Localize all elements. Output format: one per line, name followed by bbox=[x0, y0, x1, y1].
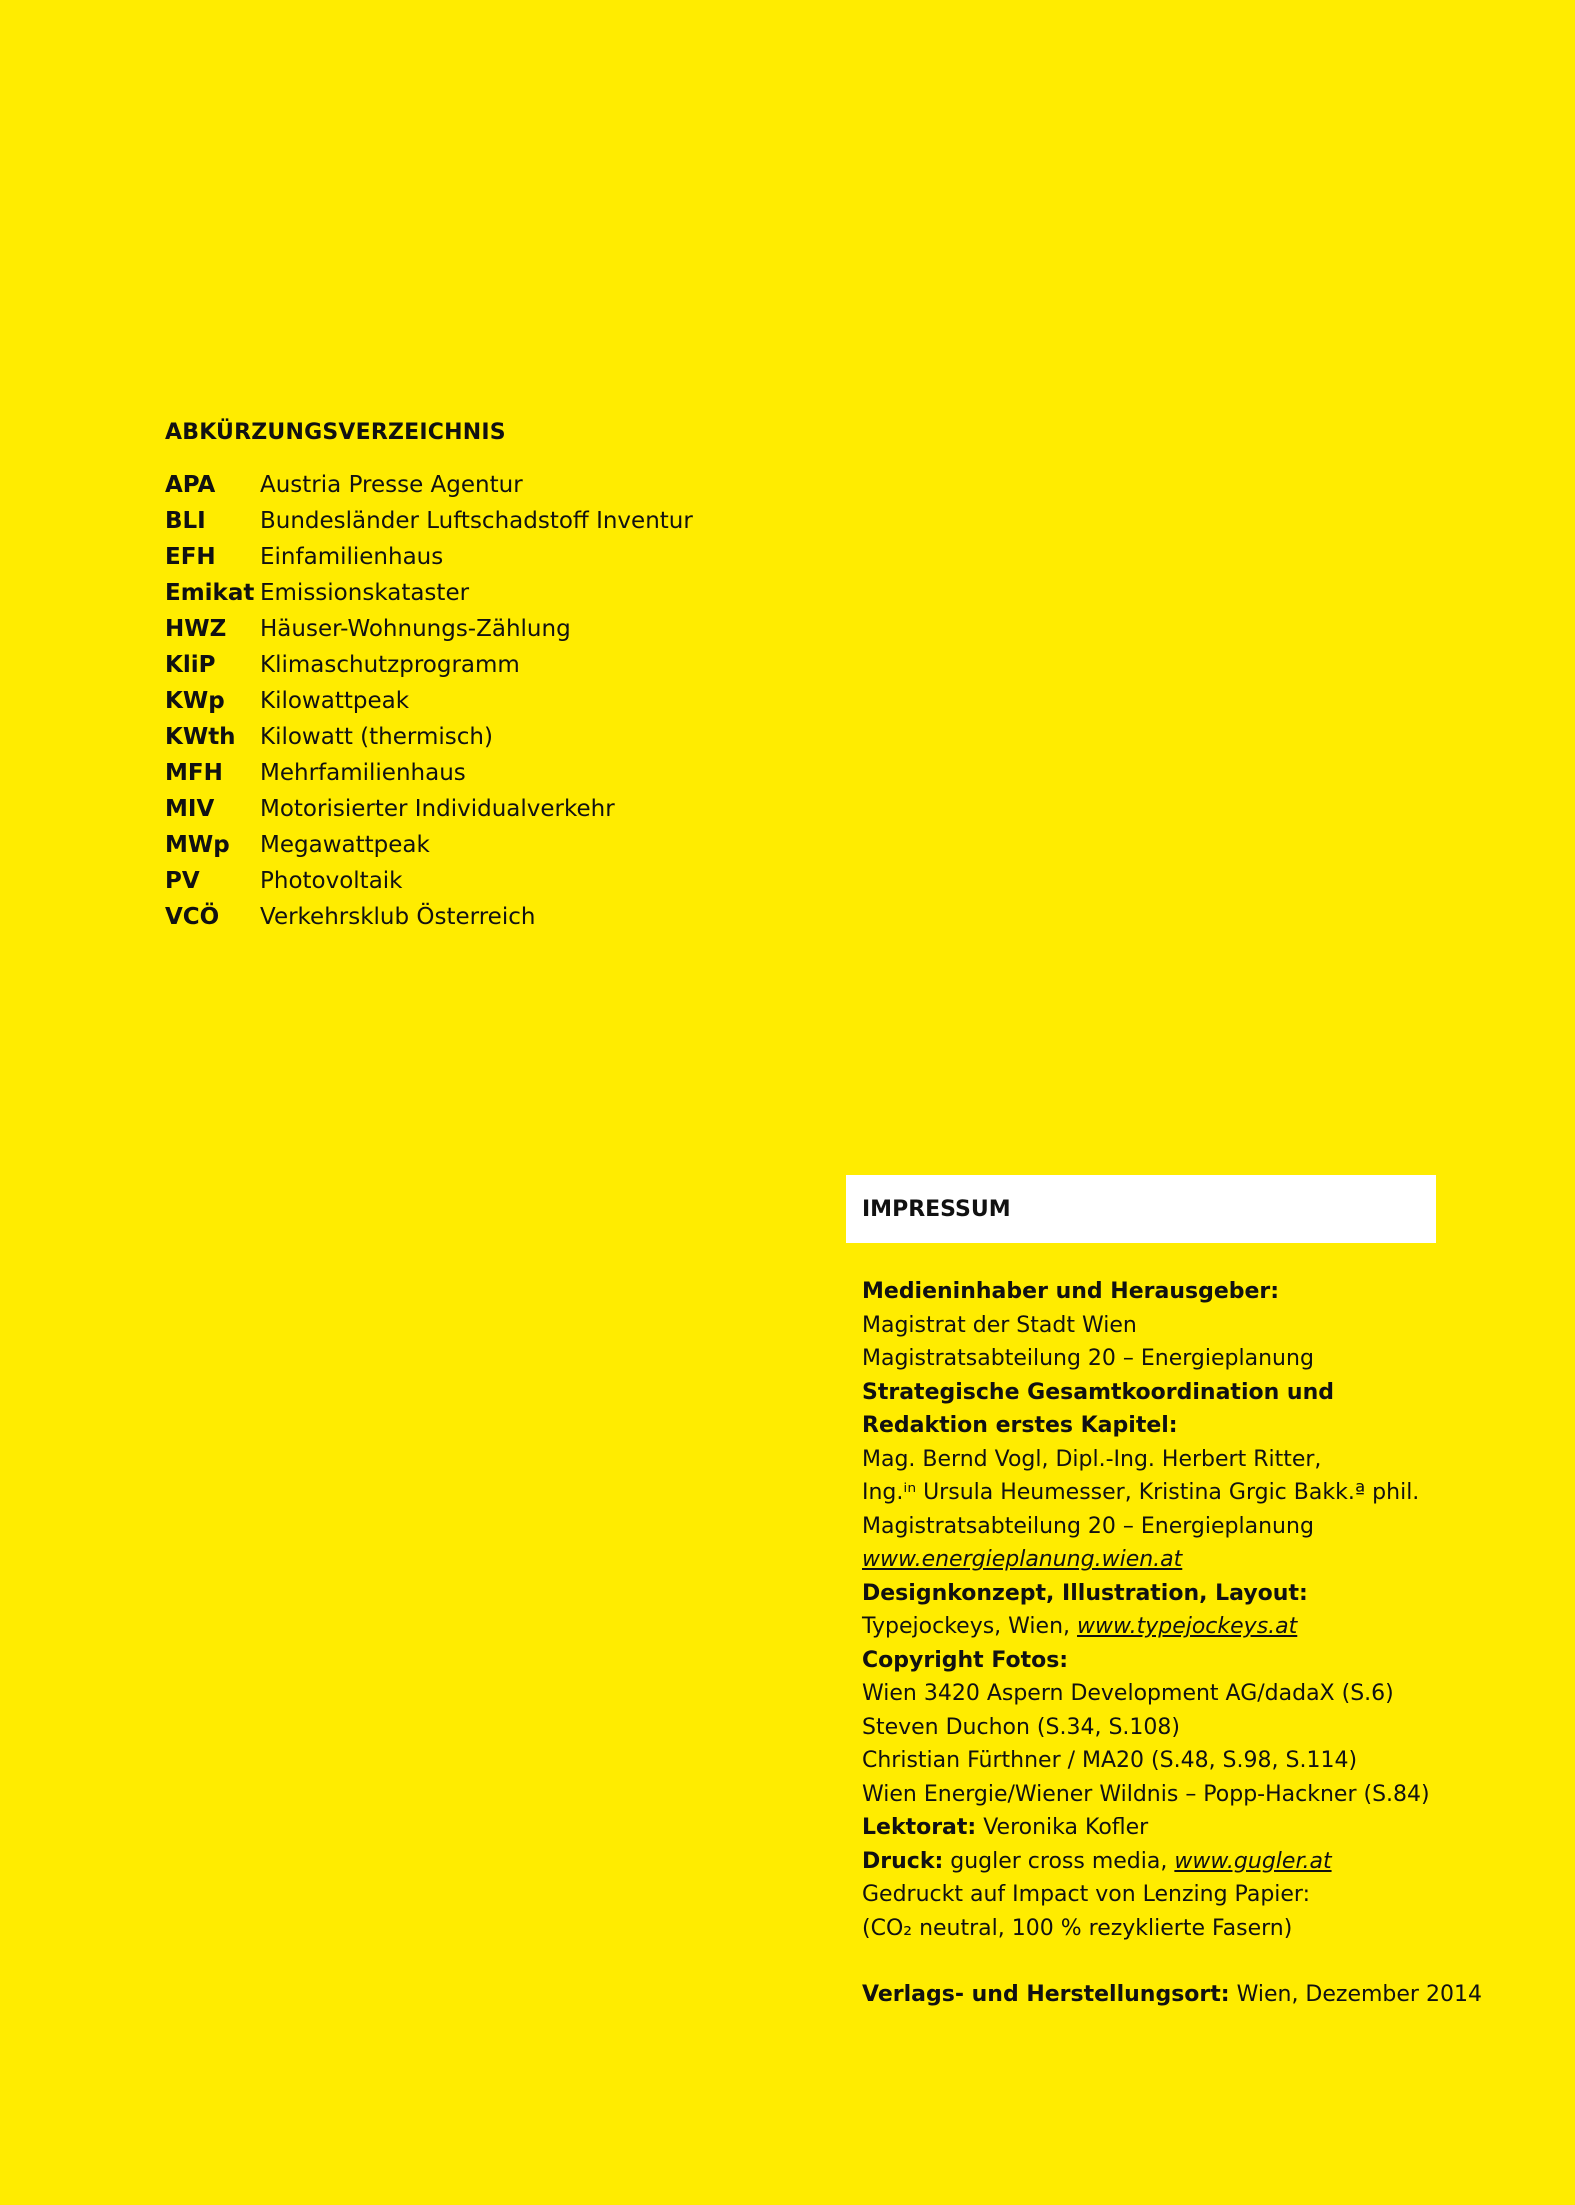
abbreviation-value: Emissionskataster bbox=[260, 580, 470, 606]
abbreviation-row bbox=[165, 899, 693, 935]
abbreviation-value: Megawattpeak bbox=[260, 832, 430, 858]
photo-credit: Wien 3420 Aspern Development AG/dadaX (S.6) bbox=[862, 1681, 1394, 1706]
abbreviation-row bbox=[165, 575, 693, 611]
design-line bbox=[862, 1610, 1436, 1644]
abbreviation-row bbox=[165, 863, 693, 899]
photo-credit: Steven Duchon (S.34, S.108) bbox=[862, 1714, 1180, 1740]
druck-line bbox=[862, 1845, 1436, 1879]
publisher-line: Magistratsabteilung 20 – Energieplanung bbox=[862, 1346, 1314, 1371]
lektorat-text: Veronika Kofler bbox=[976, 1815, 1149, 1840]
abbreviation-key: Emikat bbox=[165, 580, 255, 606]
lektorat-line bbox=[862, 1811, 1436, 1845]
abbreviation-key: KWp bbox=[165, 688, 225, 714]
druck-text: gugler cross media, bbox=[943, 1848, 1175, 1874]
abbreviation-row bbox=[165, 683, 693, 719]
abbreviation-row bbox=[165, 539, 693, 575]
abbreviation-row bbox=[165, 611, 693, 647]
abbreviation-title: ABKÜRZUNGSVERZEICHNIS bbox=[165, 420, 506, 445]
coordination-label: Strategische Gesamtkoordination und bbox=[862, 1379, 1335, 1405]
abbreviation-value: Kilowatt (thermisch) bbox=[260, 724, 493, 750]
abbreviation-row bbox=[165, 719, 693, 755]
abbreviation-value: Mehrfamilienhaus bbox=[260, 760, 466, 786]
paper-line: Gedruckt auf Impact von Lenzing Papier: bbox=[862, 1882, 1311, 1907]
abbreviation-value: Motorisierter Individualverkehr bbox=[260, 796, 615, 822]
abbreviation-value: Verkehrsklub Österreich bbox=[260, 904, 536, 930]
abbreviation-list bbox=[165, 420, 693, 935]
abbreviation-row bbox=[165, 467, 693, 503]
abbreviation-rows bbox=[165, 467, 693, 935]
abbreviation-row bbox=[165, 755, 693, 791]
coordination-line: Mag. Bernd Vogl, Dipl.-Ing. Herbert Ritter, bbox=[862, 1446, 1322, 1472]
abbreviation-row bbox=[165, 647, 693, 683]
impressum-title: IMPRESSUM bbox=[846, 1175, 1436, 1243]
impressum-body bbox=[846, 1275, 1482, 2012]
place-text: Wien, Dezember 2014 bbox=[1229, 1982, 1482, 2007]
photo-credit: Wien Energie/Wiener Wildnis – Popp-Hackner (S.84) bbox=[862, 1781, 1430, 1807]
abbreviation-key: KliP bbox=[165, 652, 216, 678]
abbreviation-key: MWp bbox=[165, 832, 230, 858]
abbreviation-value: Photovoltaik bbox=[260, 868, 403, 894]
abbreviation-value: Bundesländer Luftschadstoff Inventur bbox=[260, 508, 693, 534]
coordination-line: Magistratsabteilung 20 – Energieplanung bbox=[862, 1513, 1314, 1539]
abbreviation-row bbox=[165, 503, 693, 539]
typejockeys-link[interactable]: www.typejockeys.at bbox=[1077, 1614, 1298, 1639]
photo-credit: Christian Fürthner / MA20 (S.48, S.98, S.114) bbox=[862, 1748, 1358, 1773]
publisher-label: Medieninhaber und Herausgeber: bbox=[862, 1279, 1280, 1304]
publisher-line: Magistrat der Stadt Wien bbox=[862, 1312, 1137, 1338]
lektorat-label: Lektorat: bbox=[862, 1815, 977, 1840]
abbreviation-key: KWth bbox=[165, 724, 236, 750]
abbreviation-value: Klimaschutzprogramm bbox=[260, 652, 520, 678]
abbreviation-key: BLI bbox=[165, 508, 206, 534]
design-label: Designkonzept, Illustration, Layout: bbox=[862, 1580, 1308, 1606]
gugler-link[interactable]: www.gugler.at bbox=[1174, 1848, 1332, 1874]
abbreviation-key: MIV bbox=[165, 796, 215, 822]
design-text: Typejockeys, Wien, bbox=[862, 1614, 1078, 1639]
place-line bbox=[862, 1978, 1482, 2012]
abbreviation-value: Häuser-Wohnungs-Zählung bbox=[260, 616, 571, 642]
druck-label: Druck: bbox=[862, 1848, 944, 1874]
abbreviation-value: Kilowattpeak bbox=[260, 688, 410, 714]
abbreviation-key: VCÖ bbox=[165, 904, 220, 930]
abbreviation-row bbox=[165, 827, 693, 863]
abbreviation-key: PV bbox=[165, 868, 200, 894]
abbreviation-row bbox=[165, 791, 693, 827]
abbreviation-value: Einfamilienhaus bbox=[260, 544, 444, 570]
photos-label: Copyright Fotos: bbox=[862, 1647, 1069, 1673]
abbreviation-key: EFH bbox=[165, 544, 216, 570]
impressum bbox=[846, 1175, 1482, 2012]
coordination-line: Ing.ⁱⁿ Ursula Heumesser, Kristina Grgic Bakk.ª phil. bbox=[862, 1480, 1420, 1505]
spacer bbox=[862, 1945, 1436, 1978]
abbreviation-key: HWZ bbox=[165, 616, 227, 642]
coordination-label: Redaktion erstes Kapitel: bbox=[862, 1413, 1178, 1438]
abbreviation-key: MFH bbox=[165, 760, 223, 786]
energieplanung-link[interactable]: www.energieplanung.wien.at bbox=[862, 1547, 1183, 1572]
paper-line: (CO₂ neutral, 100 % rezyklierte Fasern) bbox=[862, 1915, 1293, 1941]
abbreviation-value: Austria Presse Agentur bbox=[260, 472, 523, 498]
abbreviation-key: APA bbox=[165, 472, 216, 498]
place-label: Verlags- und Herstellungsort: bbox=[862, 1982, 1230, 2007]
